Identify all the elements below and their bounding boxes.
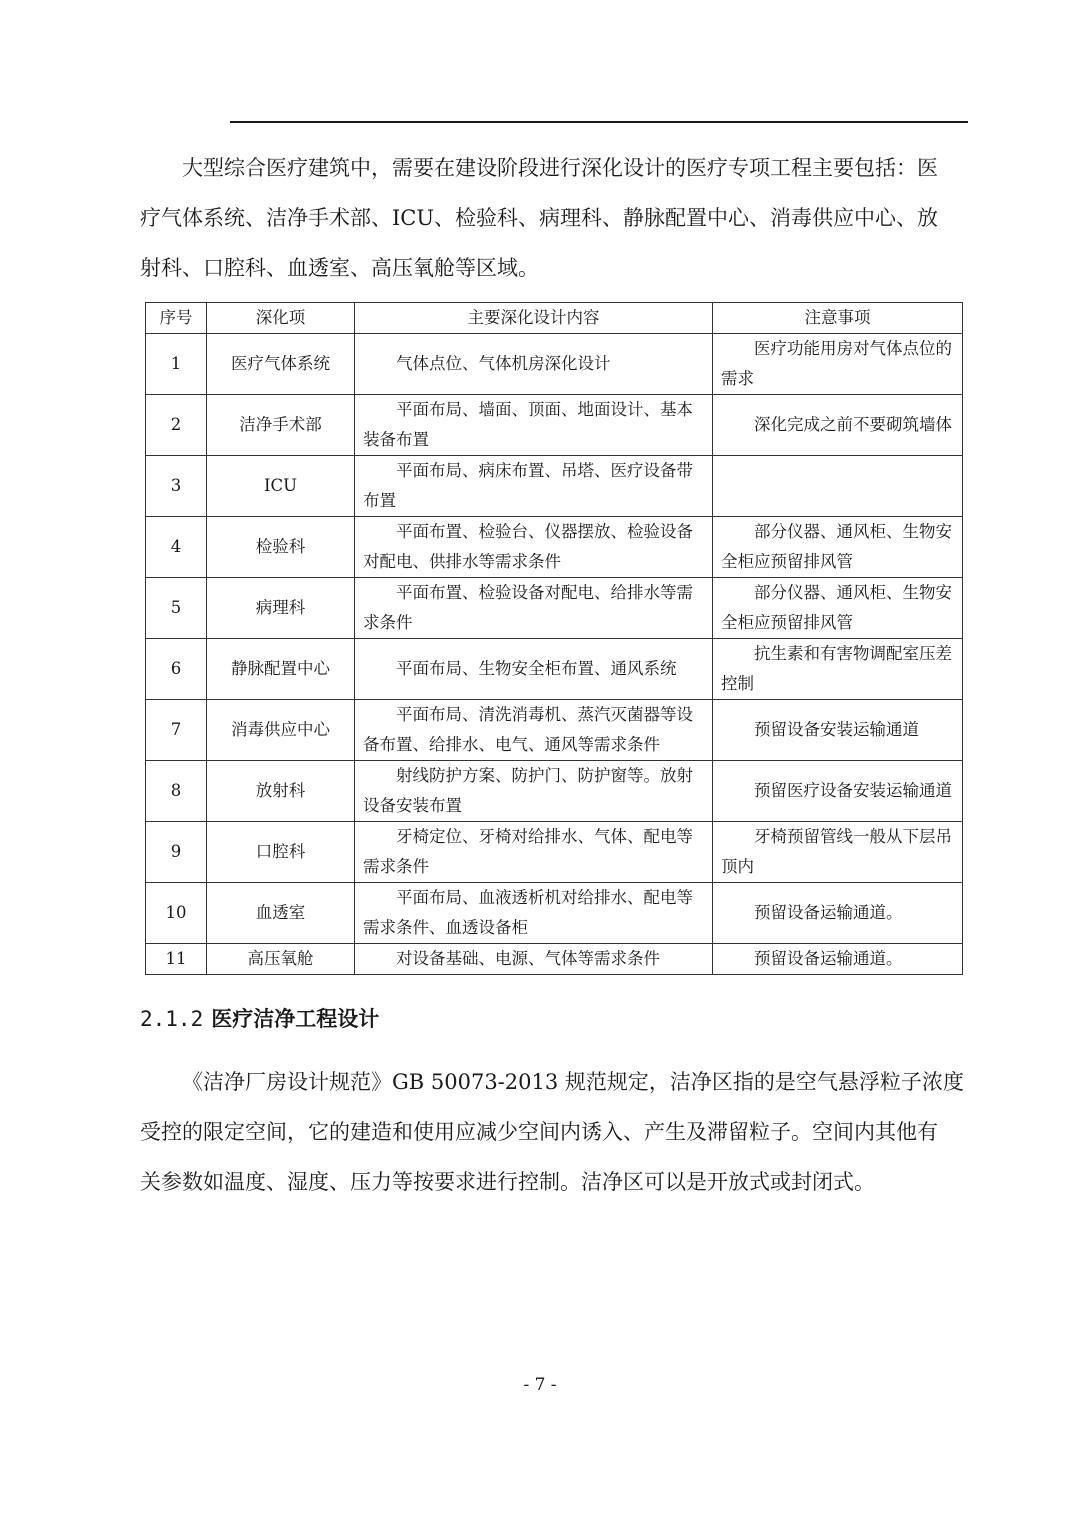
row-content: 平面布局、血液透析机对给排水、配电等需求条件、血透设备柜 — [355, 883, 713, 944]
row-no: 7 — [146, 700, 207, 761]
row-item: 高压氧舱 — [207, 944, 355, 975]
table-row — [146, 761, 963, 822]
row-content: 射线防护方案、防护门、防护窗等。放射设备安装布置 — [355, 761, 713, 822]
row-no: 6 — [146, 639, 207, 700]
row-note: 预留设备运输通道。 — [713, 944, 963, 975]
table-row — [146, 822, 963, 883]
row-note: 抗生素和有害物调配室压差控制 — [713, 639, 963, 700]
deepening-design-table — [145, 302, 963, 975]
row-content: 平面布局、生物安全柜布置、通风系统 — [355, 639, 713, 700]
table-row — [146, 334, 963, 395]
page-number: - 7 - — [523, 1375, 557, 1395]
table-row — [146, 700, 963, 761]
row-item: 医疗气体系统 — [207, 334, 355, 395]
row-item: 病理科 — [207, 578, 355, 639]
table-row — [146, 517, 963, 578]
header-rule — [230, 121, 968, 123]
row-content: 牙椅定位、牙椅对给排水、气体、配电等需求条件 — [355, 822, 713, 883]
body-paragraph — [140, 1057, 968, 1207]
intro-line-3: 射科、口腔科、血透室、高压氧舱等区域。 — [140, 256, 539, 280]
section-heading — [140, 1003, 379, 1033]
row-no: 4 — [146, 517, 207, 578]
row-no: 10 — [146, 883, 207, 944]
table-row — [146, 578, 963, 639]
table-header-row — [146, 303, 963, 334]
row-item: 静脉配置中心 — [207, 639, 355, 700]
row-item: 检验科 — [207, 517, 355, 578]
header-content: 主要深化设计内容 — [355, 303, 713, 334]
row-note: 部分仪器、通风柜、生物安全柜应预留排风管 — [713, 517, 963, 578]
row-item: ICU — [207, 456, 355, 517]
row-note: 部分仪器、通风柜、生物安全柜应预留排风管 — [713, 578, 963, 639]
row-note: 预留设备安装运输通道 — [713, 700, 963, 761]
row-note: 医疗功能用房对气体点位的需求 — [713, 334, 963, 395]
table-row — [146, 456, 963, 517]
intro-line-1: 大型综合医疗建筑中，需要在建设阶段进行深化设计的医疗专项工程主要包括：医 — [182, 156, 938, 180]
row-item: 洁净手术部 — [207, 395, 355, 456]
row-no: 8 — [146, 761, 207, 822]
intro-paragraph — [140, 143, 968, 293]
row-note: 牙椅预留管线一般从下层吊顶内 — [713, 822, 963, 883]
row-content: 平面布局、清洗消毒机、蒸汽灭菌器等设备布置、给排水、电气、通风等需求条件 — [355, 700, 713, 761]
body-line-3: 关参数如温度、湿度、压力等按要求进行控制。洁净区可以是开放式或封闭式。 — [140, 1170, 875, 1194]
row-note — [713, 456, 963, 517]
intro-line-2: 疗气体系统、洁净手术部、ICU、检验科、病理科、静脉配置中心、消毒供应中心、放 — [140, 206, 939, 230]
table-row — [146, 883, 963, 944]
row-no: 9 — [146, 822, 207, 883]
header-note: 注意事项 — [713, 303, 963, 334]
row-item: 血透室 — [207, 883, 355, 944]
row-content: 对设备基础、电源、气体等需求条件 — [355, 944, 713, 975]
row-no: 11 — [146, 944, 207, 975]
row-content: 平面布局、病床布置、吊塔、医疗设备带布置 — [355, 456, 713, 517]
table-row — [146, 639, 963, 700]
row-note: 预留医疗设备安装运输通道 — [713, 761, 963, 822]
row-item: 放射科 — [207, 761, 355, 822]
row-no: 5 — [146, 578, 207, 639]
row-content: 平面布置、检验台、仪器摆放、检验设备对配电、供排水等需求条件 — [355, 517, 713, 578]
row-content: 气体点位、气体机房深化设计 — [355, 334, 713, 395]
body-line-2: 受控的限定空间，它的建造和使用应减少空间内诱入、产生及滞留粒子。空间内其他有 — [140, 1120, 938, 1144]
header-no: 序号 — [146, 303, 207, 334]
row-content: 平面布局、墙面、顶面、地面设计、基本装备布置 — [355, 395, 713, 456]
row-content: 平面布置、检验设备对配电、给排水等需求条件 — [355, 578, 713, 639]
section-number: 2.1.2 — [140, 1007, 204, 1031]
row-note: 深化完成之前不要砌筑墙体 — [713, 395, 963, 456]
row-note: 预留设备运输通道。 — [713, 883, 963, 944]
section-title: 医疗洁净工程设计 — [211, 1007, 380, 1031]
table-row — [146, 944, 963, 975]
row-no: 2 — [146, 395, 207, 456]
row-item: 消毒供应中心 — [207, 700, 355, 761]
table-row — [146, 395, 963, 456]
body-line-1: 《洁净厂房设计规范》GB 50073-2013 规范规定，洁净区指的是空气悬浮粒子浓度 — [182, 1070, 964, 1094]
row-no: 3 — [146, 456, 207, 517]
row-item: 口腔科 — [207, 822, 355, 883]
row-no: 1 — [146, 334, 207, 395]
header-item: 深化项 — [207, 303, 355, 334]
